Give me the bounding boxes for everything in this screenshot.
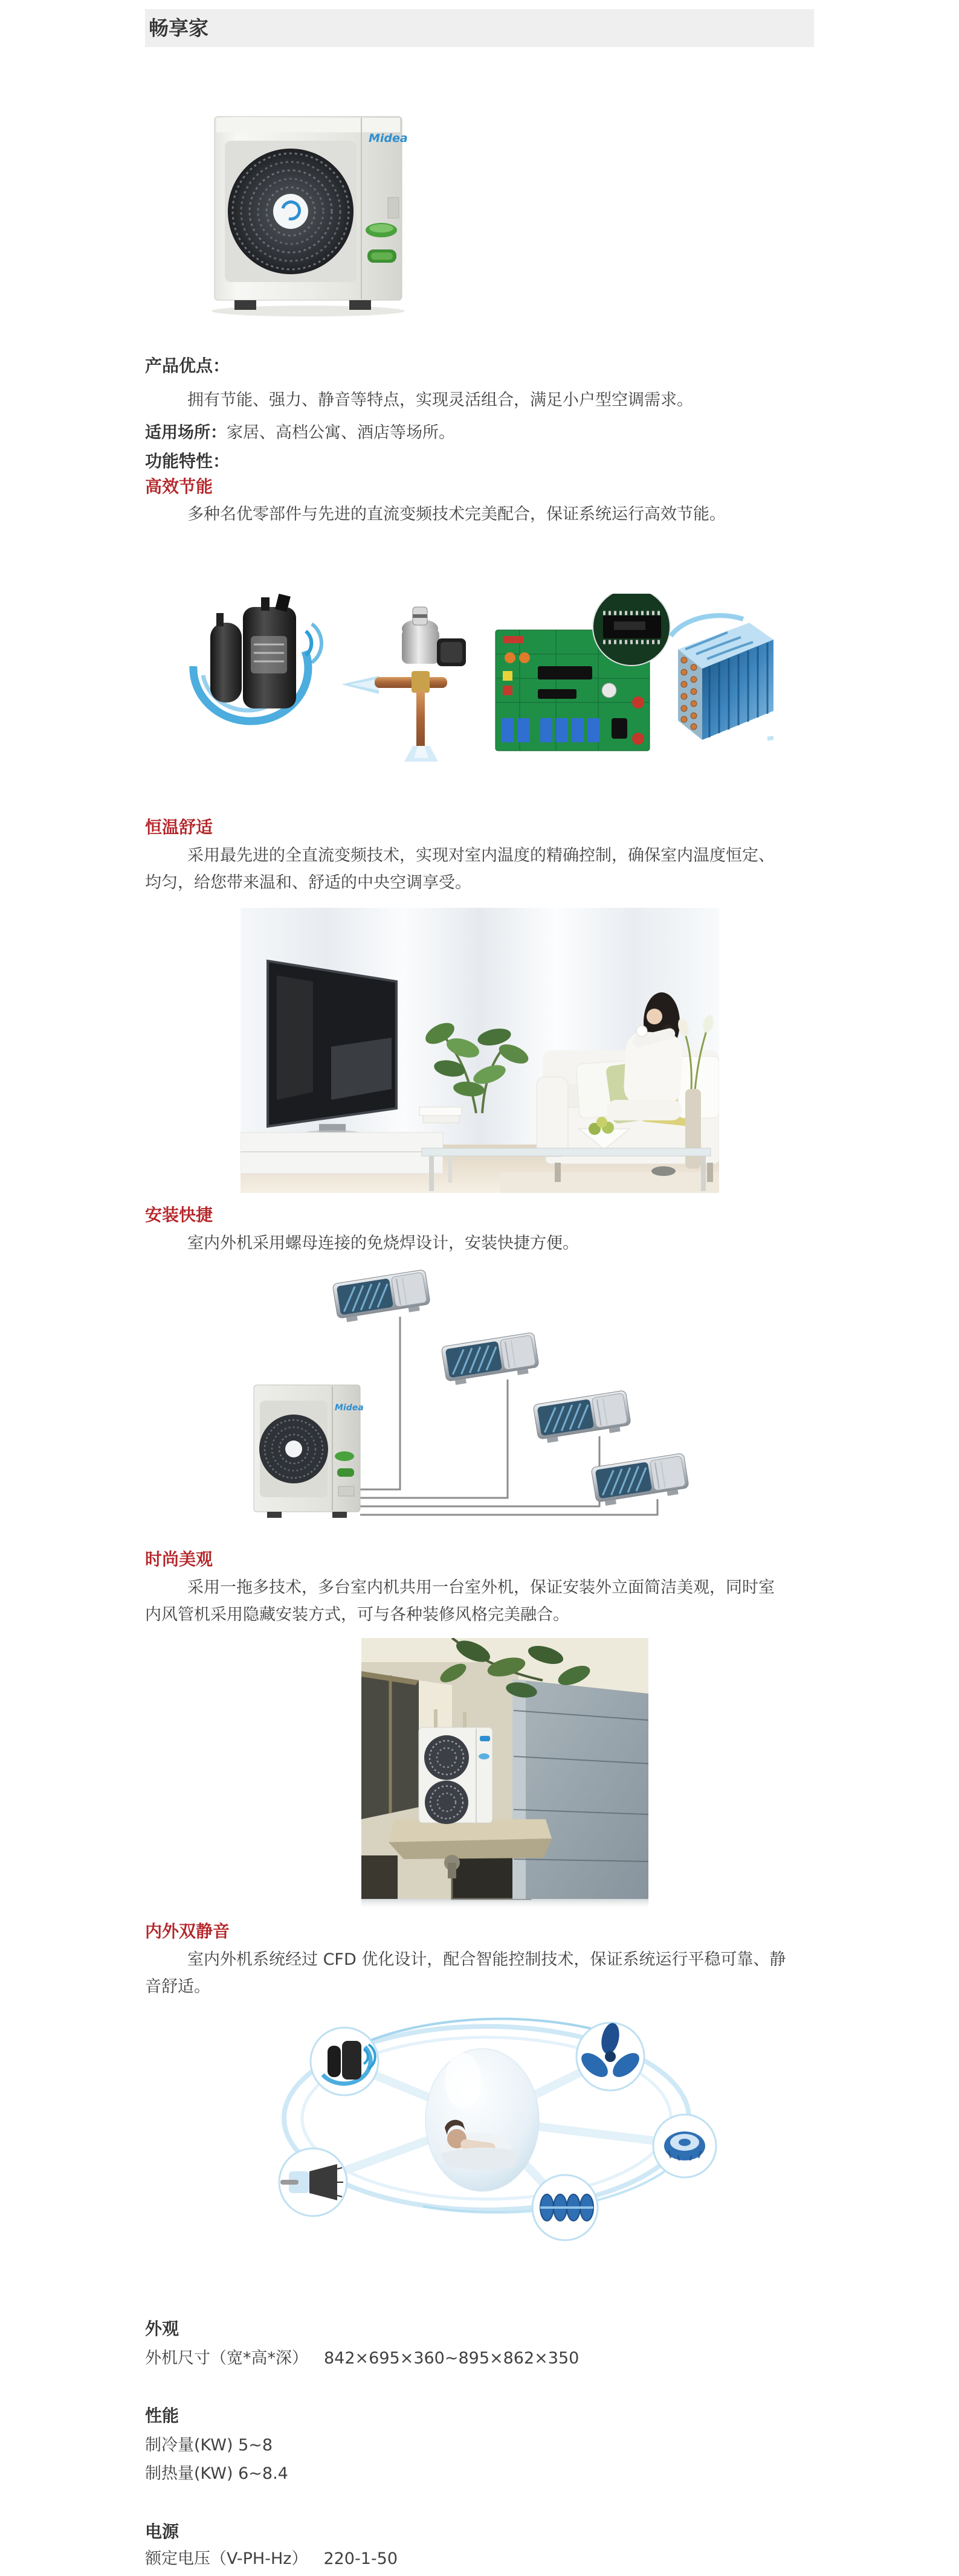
compressor-icon (193, 594, 321, 721)
ledge (389, 1819, 552, 1859)
chip-magnifier-icon (593, 594, 670, 666)
midea-logo: Midea (369, 132, 408, 145)
feature-title-energy: 高效节能 (145, 477, 213, 496)
dimensions-value: 842×695×360~895×862×350 (324, 2349, 580, 2368)
wall-installation-photo (361, 1638, 648, 1910)
outdoor-unit-illustration (199, 112, 417, 320)
feature-title-style: 时尚美观 (145, 1549, 213, 1569)
control-board-icon (496, 594, 670, 751)
places-label: 适用场所： (145, 423, 227, 442)
advantages-text: 拥有节能、强力、静音等特点，实现灵活组合，满足小户型空调需求。 (187, 391, 693, 410)
indoor-unit-4 (591, 1453, 689, 1507)
indoor-unit-2 (441, 1332, 540, 1386)
badge-shaft-icon (279, 2148, 347, 2216)
wall-face (512, 1679, 648, 1899)
performance-heading: 性能 (145, 2406, 179, 2426)
feature-title-comfort: 恒温舒适 (145, 817, 213, 837)
feature-text-energy: 多种名优零部件与先进的直流变频技术完美配合，保证系统运行高效节能。 (187, 505, 726, 524)
dimensions-line (145, 2345, 822, 2372)
badge-motor-icon (653, 2115, 716, 2177)
cooling-capacity-line: 制冷量(KW) 5~8 (145, 2436, 273, 2455)
feature-text-install: 室内外机采用螺母连接的免烧焊设计，安装快捷方便。 (187, 1234, 579, 1253)
sleep-sphere-icon (425, 2049, 539, 2191)
feature-text-quiet: 室内外机系统经过 CFD 优化设计，配合智能控制技术，保证系统运行平稳可靠、静音舒适。 (145, 1950, 786, 1996)
badge-compressor-icon (311, 2028, 378, 2095)
dimensions-label: 外机尺寸（宽*高*深） (145, 2349, 308, 2368)
feature-text-comfort: 采用最先进的全直流变频技术，实现对室内温度的精确控制，确保室内温度恒定、均匀，给您带来温和、舒适的中央空调享受。 (145, 846, 775, 892)
page-title: 畅享家 (145, 9, 814, 47)
quiet-system-diagram (242, 1990, 734, 2250)
voltage-value: 220-1-50 (323, 2549, 398, 2568)
product-photo (199, 112, 417, 320)
indoor-unit-1 (332, 1270, 431, 1323)
advantages-label: 产品优点： (145, 356, 230, 376)
voltage-label: 额定电压（V-PH-Hz） (145, 2549, 308, 2568)
expansion-valve-icon (341, 607, 466, 762)
eco-badge-icon (366, 223, 397, 237)
green-label-icon (367, 249, 396, 263)
photo-reflection (361, 1899, 648, 1910)
heating-capacity-line: 制热量(KW) 6~8.4 (145, 2464, 288, 2483)
indoor-unit-3 (533, 1390, 631, 1444)
multi-split-diagram (242, 1261, 734, 1536)
fan-grille-icon (228, 149, 354, 274)
components-figure (181, 594, 773, 763)
feature-title-install: 安装快捷 (145, 1205, 213, 1225)
voltage-line (145, 2545, 822, 2572)
appearance-heading: 外观 (145, 2319, 179, 2339)
badge-coil-icon (532, 2175, 598, 2240)
tv-cabinet (241, 1132, 443, 1174)
feature-title-quiet: 内外双静音 (145, 1921, 230, 1941)
badge-fan-icon (576, 2022, 644, 2090)
heat-exchanger-icon (671, 615, 773, 740)
places-text: 家居、高档公寓、酒店等场所。 (227, 423, 455, 442)
features-label: 功能特性： (145, 451, 230, 471)
outdoor-unit-icon (254, 1385, 364, 1518)
feature-text-style: 采用一拖多技术，多台室内机共用一台室外机，保证安装外立面简洁美观，同时室内风管机采用隐藏安装方式，可与各种装修风格完美融合。 (145, 1578, 775, 1624)
living-room-photo (241, 908, 719, 1193)
places-line (145, 419, 822, 446)
midea-logo-small: Midea (335, 1403, 364, 1413)
power-heading: 电源 (145, 2522, 179, 2542)
